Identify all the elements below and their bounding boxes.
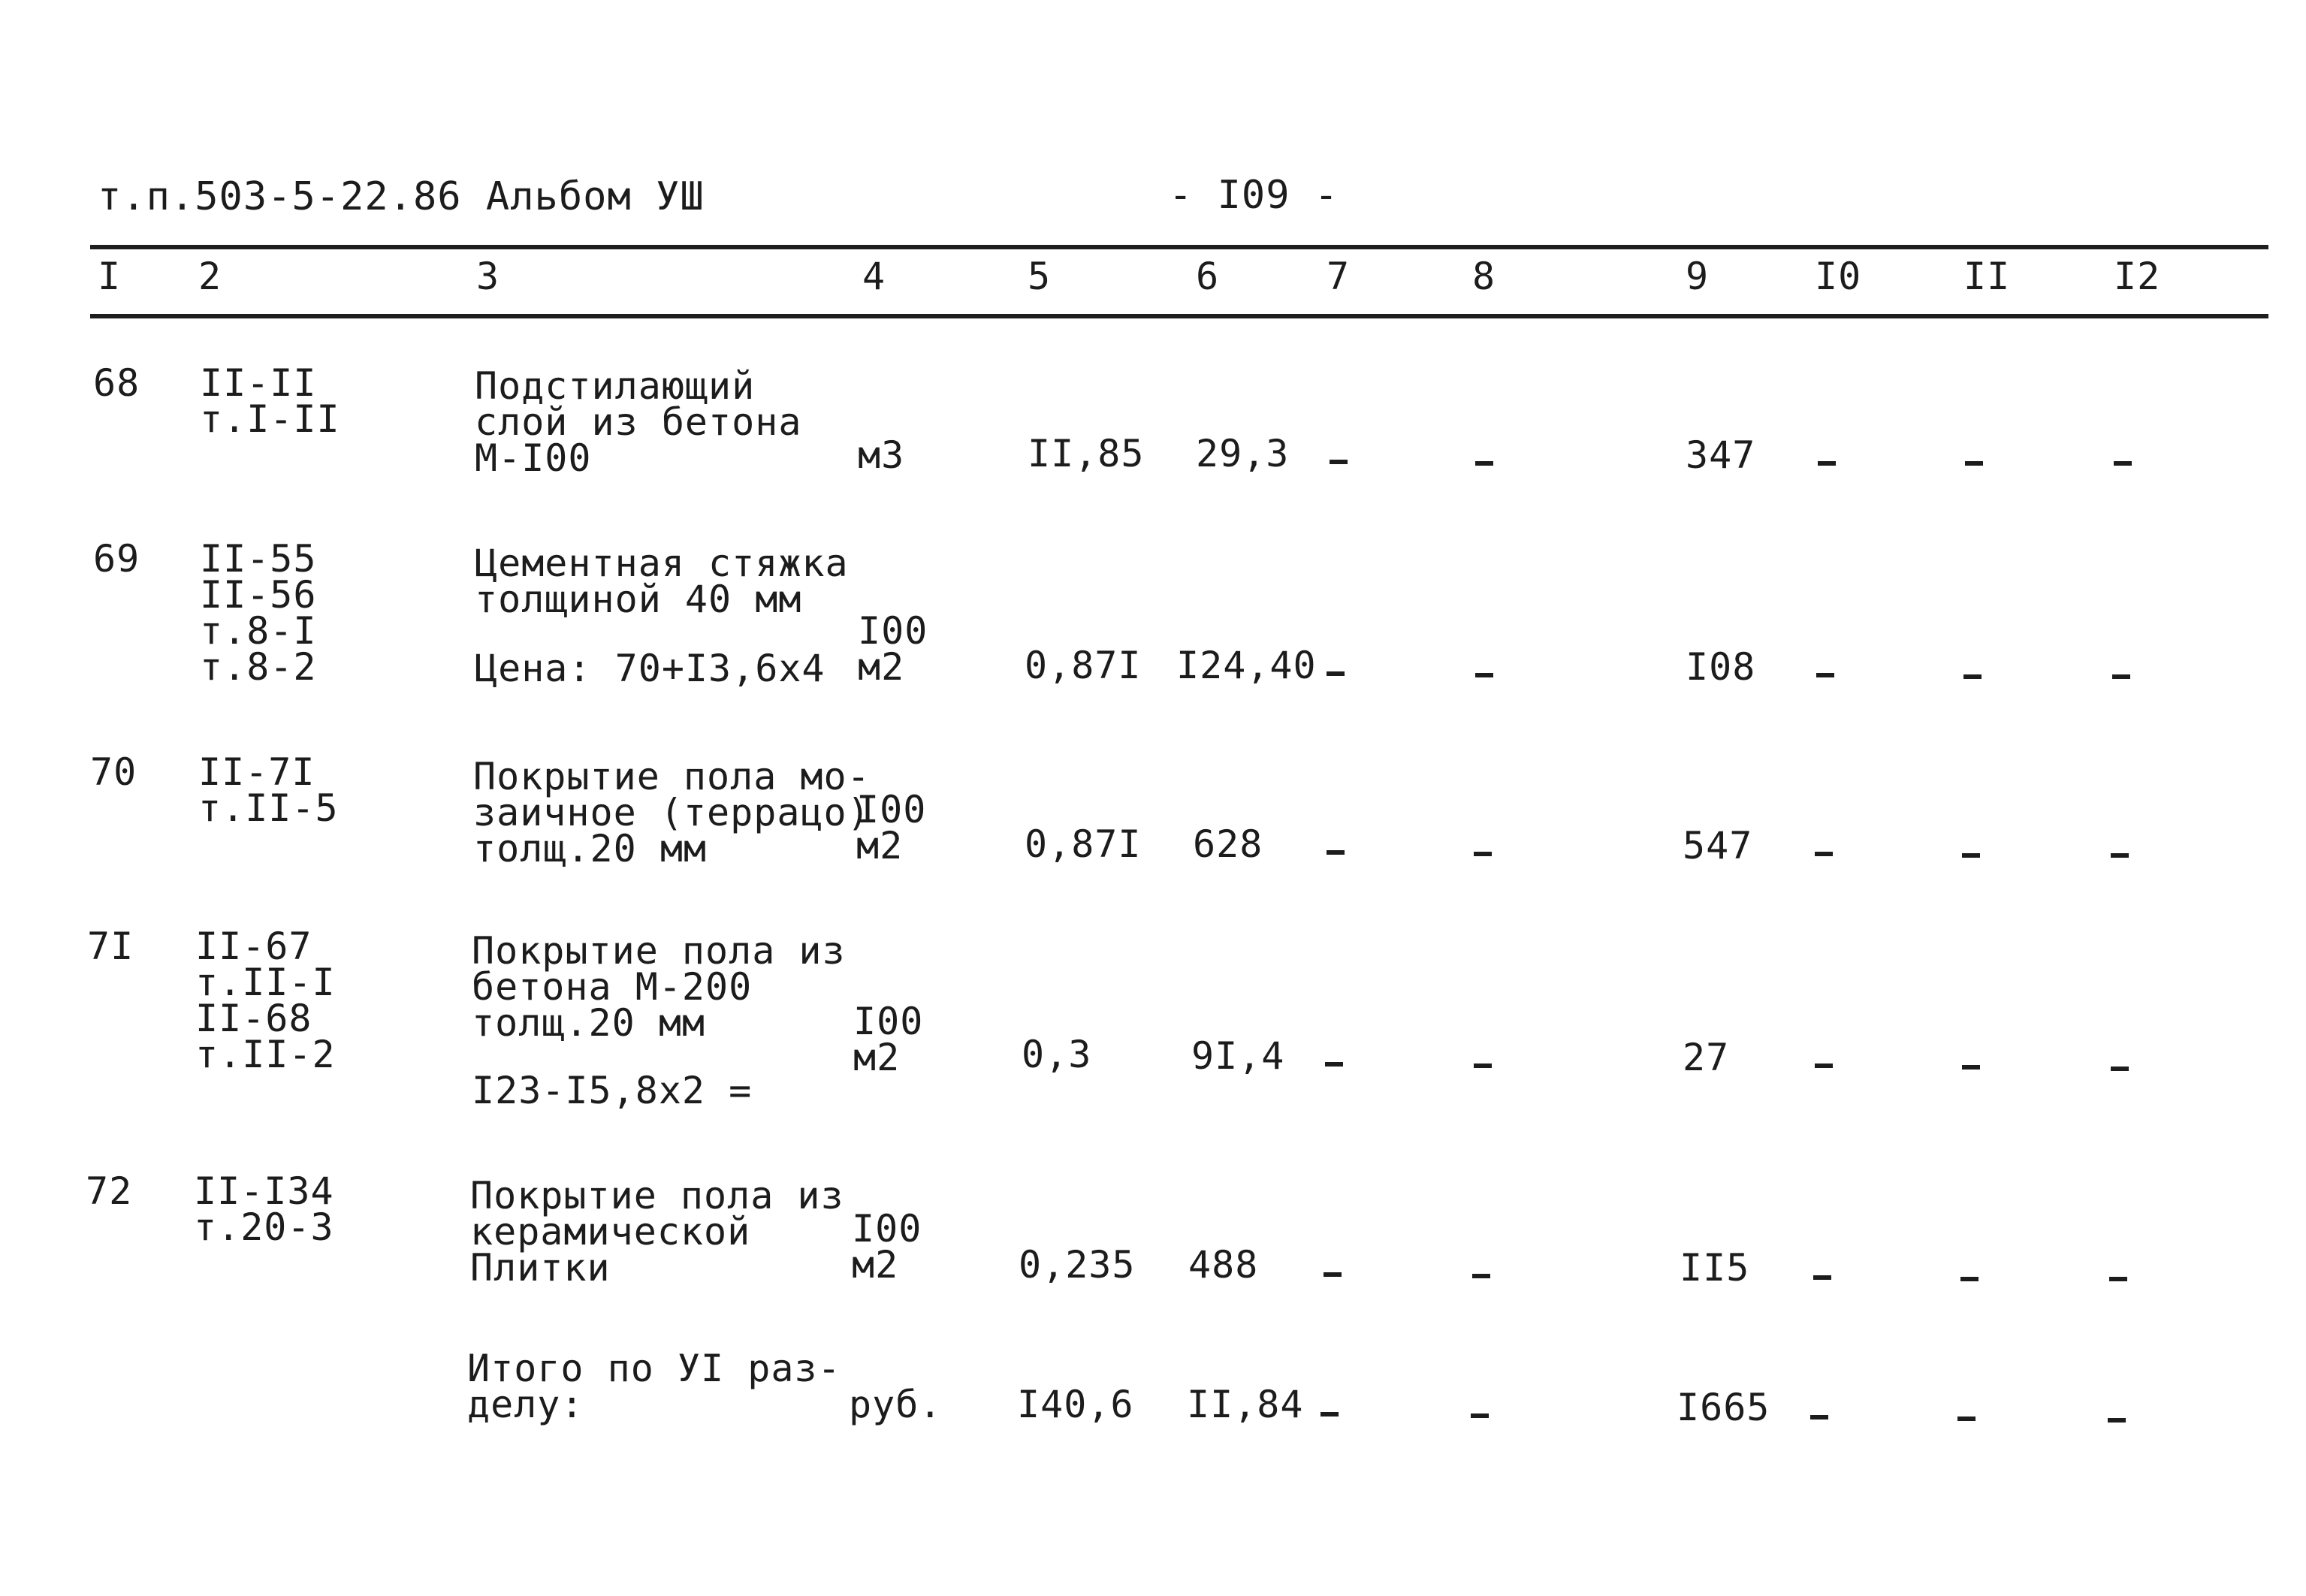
- row-price: 29,3: [1196, 432, 1290, 475]
- row-quantity: 0,235: [1019, 1243, 1136, 1287]
- row-number: 72: [86, 1169, 133, 1213]
- row-unit: I00 м2: [856, 788, 927, 867]
- empty-cell-dash: [1330, 460, 1348, 464]
- empty-cell-dash: [1472, 1274, 1490, 1278]
- row-number: 69: [93, 537, 140, 581]
- row-number: 70: [90, 750, 137, 794]
- page-number: - I09 -: [1169, 173, 1339, 218]
- row-price: 628: [1193, 822, 1263, 866]
- column-header: 7: [1327, 255, 1351, 298]
- empty-cell-dash: [1471, 1413, 1489, 1418]
- row-unit: I00 м2: [858, 609, 928, 689]
- row-price-note: Цена: 70+I3,6х4: [475, 647, 826, 690]
- empty-cell-dash: [1962, 1065, 1980, 1070]
- row-total: I08: [1686, 645, 1756, 689]
- column-header: I0: [1815, 255, 1862, 298]
- empty-cell-dash: [1960, 1277, 1979, 1281]
- column-header: 2: [198, 255, 222, 298]
- row-price: I24,40: [1176, 644, 1317, 687]
- column-header: 3: [476, 255, 500, 298]
- row-total: 347: [1686, 433, 1756, 477]
- row-unit: I00 м2: [853, 1000, 924, 1079]
- empty-cell-dash: [1965, 461, 1983, 466]
- empty-cell-dash: [1957, 1416, 1975, 1421]
- empty-cell-dash: [1325, 1062, 1343, 1067]
- empty-cell-dash: [1813, 1275, 1831, 1280]
- row-quantity: II,85: [1028, 432, 1145, 475]
- row-price: 488: [1188, 1243, 1259, 1287]
- empty-cell-dash: [1816, 673, 1834, 677]
- empty-cell-dash: [2114, 461, 2132, 466]
- empty-cell-dash: [1815, 852, 1833, 856]
- empty-cell-dash: [1963, 674, 1982, 679]
- row-quantity: 0,87I: [1025, 644, 1142, 687]
- empty-cell-dash: [2108, 1418, 2126, 1423]
- row-codes: II-7I т.II-5: [198, 750, 339, 830]
- empty-cell-dash: [1324, 1272, 1342, 1277]
- total-quantity: I40,6: [1017, 1383, 1134, 1426]
- empty-cell-dash: [1962, 853, 1980, 858]
- row-codes: II-67 т.II-I II-68 т.II-2: [195, 925, 336, 1076]
- row-quantity: 0,87I: [1025, 822, 1142, 866]
- row-total: 27: [1683, 1036, 1730, 1079]
- row-codes: II-I34 т.20-3: [194, 1169, 334, 1249]
- total-unit: руб.: [849, 1383, 943, 1426]
- empty-cell-dash: [2111, 1067, 2129, 1071]
- row-total: 547: [1683, 824, 1753, 867]
- empty-cell-dash: [2112, 674, 2130, 679]
- row-codes: II-55 II-56 т.8-I т.8-2: [200, 537, 317, 689]
- empty-cell-dash: [1810, 1415, 1828, 1420]
- row-number: 7I: [87, 925, 134, 968]
- row-total: II5: [1680, 1246, 1750, 1290]
- empty-cell-dash: [1815, 1063, 1833, 1068]
- row-name: Подстилающий слой из бетона М-I00: [475, 364, 802, 480]
- empty-cell-dash: [1475, 461, 1493, 466]
- total-price: II,84: [1187, 1383, 1304, 1426]
- row-price: 9I,4: [1191, 1034, 1285, 1078]
- row-price-note: I23-I5,8х2 =: [472, 1069, 753, 1112]
- empty-cell-dash: [1327, 671, 1345, 676]
- row-unit: м3: [858, 433, 905, 477]
- row-codes: II-II т.I-II: [200, 361, 340, 441]
- column-header: II: [1963, 255, 2011, 298]
- document-reference: т.п.503-5-22.86 Альбом УШ: [98, 174, 705, 219]
- row-name: Покрытие пола мо- заичное (террацо) толщ.20 мм: [473, 755, 871, 870]
- empty-cell-dash: [1321, 1412, 1339, 1416]
- column-header: 6: [1196, 255, 1220, 298]
- total-label: Итого по УI раз- делу:: [467, 1347, 841, 1426]
- row-name: Покрытие пола из бетона М-200 толщ.20 мм: [472, 929, 846, 1045]
- column-header: 4: [862, 255, 886, 298]
- empty-cell-dash: [2109, 1277, 2127, 1281]
- column-header: I: [98, 255, 122, 298]
- row-quantity: 0,3: [1022, 1033, 1092, 1076]
- empty-cell-dash: [2111, 853, 2129, 858]
- row-name: Цементная стяжка толщиной 40 мм: [475, 542, 849, 621]
- table-header-bottom-rule: [90, 314, 2268, 318]
- empty-cell-dash: [1475, 673, 1493, 677]
- column-header: 8: [1472, 255, 1496, 298]
- total-sum: I665: [1677, 1386, 1770, 1429]
- empty-cell-dash: [1818, 461, 1836, 466]
- empty-cell-dash: [1474, 1063, 1492, 1068]
- table-top-rule: [90, 245, 2268, 249]
- column-header: 9: [1686, 255, 1710, 298]
- empty-cell-dash: [1327, 850, 1345, 855]
- row-name: Покрытие пола из керамической Плитки: [470, 1174, 844, 1290]
- empty-cell-dash: [1474, 852, 1492, 856]
- column-header: 5: [1028, 255, 1052, 298]
- row-number: 68: [93, 361, 140, 405]
- column-header: I2: [2114, 255, 2161, 298]
- row-unit: I00 м2: [852, 1207, 922, 1287]
